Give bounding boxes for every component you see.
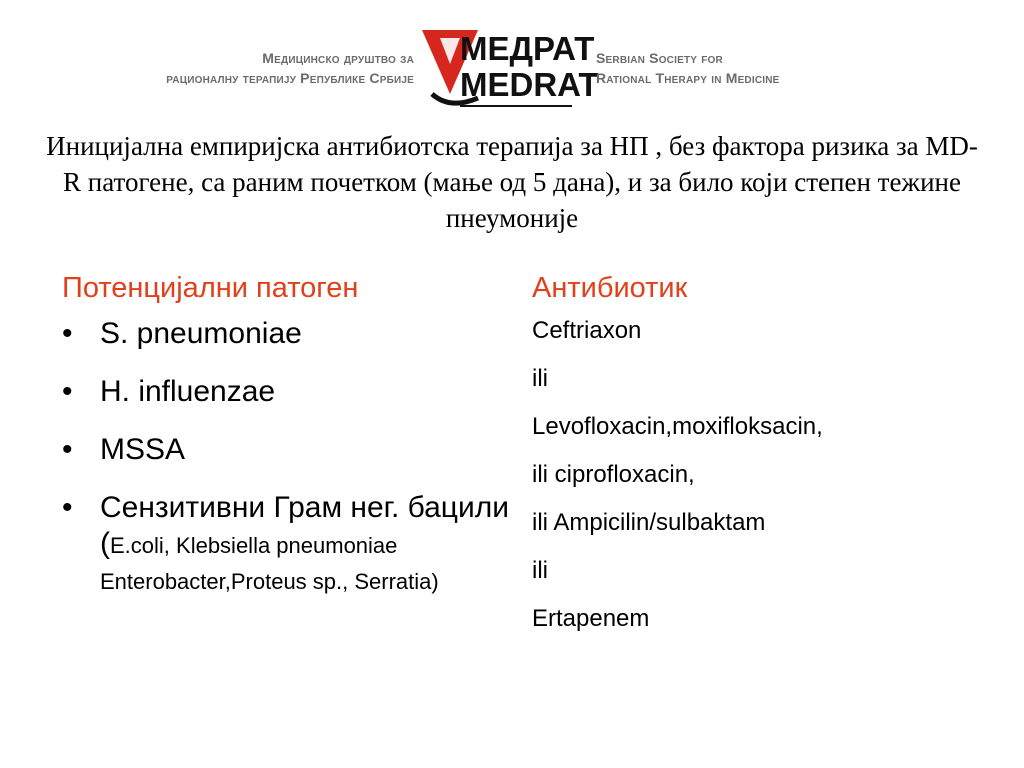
antibiotic-item: Levofloxacin,moxifloksacin,: [532, 413, 823, 440]
header-right-text: [596, 48, 926, 88]
antibiotic-item: ili Ampicilin/sulbaktam: [532, 509, 766, 536]
antibiotic-item: ili: [532, 557, 548, 584]
pathogen-name: S. pneumoniae: [100, 317, 302, 350]
antibiotic-heading: Антибиотик: [532, 272, 688, 304]
pathogen-item: [62, 316, 512, 352]
antibiotic-list: [532, 316, 992, 634]
bullet-icon: •: [62, 491, 73, 524]
pathogen-item: [62, 490, 512, 598]
bullet-icon: •: [62, 433, 73, 466]
pathogen-heading: Потенцијални патоген: [62, 272, 359, 304]
pathogen-name: H. influenzae: [100, 375, 276, 408]
antibiotic-item: Ertapenem: [532, 605, 650, 632]
antibiotic-item: Ceftriaxon: [532, 317, 642, 344]
slide-title: Иницијална емпиријска антибиотска терапија за НП , без фактора ризика за MD-R патогене, са раним почетком (мање од 5 дана), и за било који степен тежине пнеумоније: [46, 131, 978, 233]
antibiotic-item: ili ciprofloxacin,: [532, 461, 695, 488]
header-left-line1: Медицинско друштво за: [262, 50, 414, 66]
pathogen-name: Сензитивни Грам нег. бацили (: [100, 491, 509, 560]
pathogen-name: MSSA: [100, 433, 186, 466]
header-left-line2: рационалну терапију Републике Србије: [166, 70, 414, 86]
antibiotic-column: [532, 268, 992, 652]
pathogen-column: [62, 268, 512, 620]
antibiotic-item: ili: [532, 365, 548, 392]
pathogen-item: [62, 374, 512, 410]
header-right-line2: Rational Therapy in Medicine: [596, 70, 780, 86]
bullet-icon: •: [62, 375, 73, 408]
header-left-text: [96, 48, 414, 88]
pathogen-item: [62, 432, 512, 468]
pathogen-list: [62, 316, 512, 598]
logo-text-latin: MEDRAT: [460, 66, 599, 103]
bullet-icon: •: [62, 317, 73, 350]
medrat-logo: [420, 24, 599, 112]
logo-text-cyrillic: МЕДРАТ: [460, 30, 595, 67]
header-right-line1: Serbian Society for: [596, 50, 723, 66]
pathogen-detail: E.coli, Klebsiella pneumoniae Enterobacter,Proteus sp., Serratia): [100, 533, 439, 594]
